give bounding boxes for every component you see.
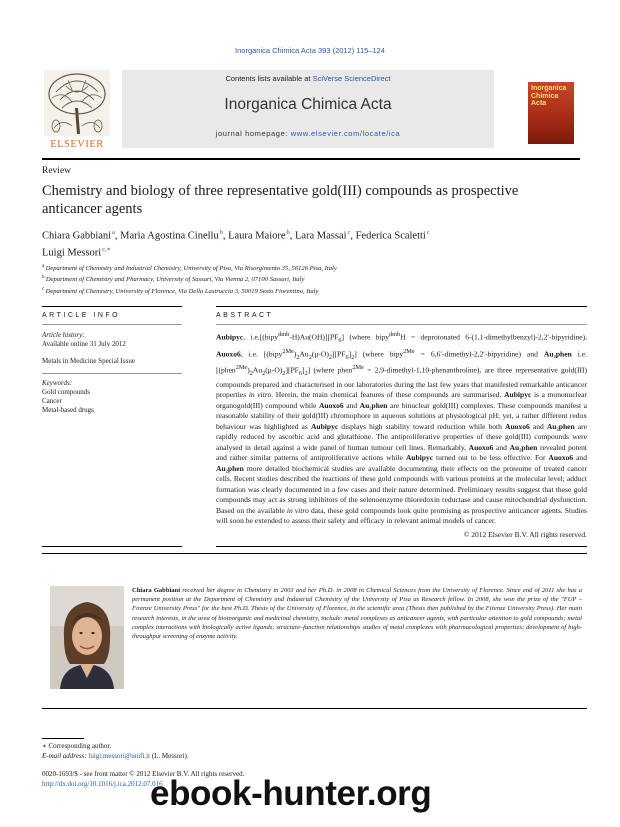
keyword-item: Cancer	[42, 397, 62, 405]
sciencedirect-link[interactable]: SciVerse ScienceDirect	[312, 74, 391, 83]
abstract-segment: ][PF	[332, 349, 346, 359]
author-name[interactable]: Lara Massai	[294, 230, 347, 242]
abstract-segment: more detailed biochemical studies are available documenting their effects on the proteome of treated cancer cells. Recent studies described the reactions of these gold compounds with various proteins at the molecular level; adduct formation was clearly documented in a few cases and their nature determined. Preliminary results suggest that these gold compounds may act as strong inhibitors of the selenoenzyme thioredoxin reductase and cause mitochondrial dysfunction. Based on the available	[216, 463, 587, 515]
compound-name: Au₂phen	[216, 463, 244, 473]
abstract-segment: data, these gold compounds look quite promising as prospective anticancer agents. Studies will soon be extended to assess their safety and efficacy in relevant animal models of cancer.	[216, 505, 587, 526]
abstract-segment: ] (where bipy	[341, 332, 390, 342]
author-name[interactable]: Laura Maiore	[228, 230, 286, 242]
superscript: 2Me	[235, 364, 248, 372]
corresponding-author-note	[42, 742, 189, 761]
latin-term: in vitro	[286, 505, 309, 515]
author-name[interactable]: Federica Scaletti	[355, 230, 426, 242]
cover-title: Inorganica Chimica Acta	[531, 85, 567, 107]
affiliation-item	[42, 262, 582, 273]
subscript: 2	[308, 353, 312, 361]
abstract-segment: displays high stability toward reduction while both	[338, 421, 506, 431]
author-separator: ,	[222, 230, 229, 242]
abstract-segment: ][PF	[285, 365, 299, 375]
author-list	[42, 226, 562, 260]
superscript: 2Me	[282, 347, 294, 355]
author-affiliation-mark[interactable]: c,∗	[102, 246, 112, 253]
abstract-segment: -H)Au(OH)][PF	[289, 332, 339, 342]
abstract-segment: i.e. [(phen	[216, 349, 588, 375]
compound-name: Auoxo6	[318, 400, 344, 410]
abstract-segment: Au	[299, 349, 309, 359]
compound-name: Aubipyc	[216, 332, 244, 342]
compound-name: Auoxo6	[505, 421, 530, 431]
author-photo	[50, 586, 124, 689]
affiliation-item	[42, 285, 582, 296]
journal-masthead	[42, 68, 580, 156]
affiliation-mark: a	[42, 264, 45, 269]
author-separator: ,	[114, 230, 121, 242]
compound-name: Aubipyc	[310, 421, 339, 431]
affiliation-mark: c	[42, 286, 45, 292]
doi-link[interactable]: http://dx.doi.org/10.1016/j.ica.2012.07.016	[42, 779, 163, 788]
keyword-item: Metal-based drugs	[42, 406, 94, 414]
abstract-segment: ] (where phen	[307, 365, 353, 375]
article-info-rule	[42, 324, 182, 325]
abstract-segment: and	[573, 453, 587, 463]
abstract-segment: . Herein, the main chemical features of these compounds are summarised.	[271, 390, 505, 400]
corresponding-label: ∗ Corresponding author.	[42, 742, 112, 750]
issn-line: 0020-1693/$ - see front matter © 2012 Elsevier B.V. All rights reserved.	[42, 770, 245, 778]
superscript: dmb	[389, 331, 401, 338]
affiliation-text: Department of Chemistry and Pharmacy, University of Sassari, Via Vienna 2, 07100 Sassari, Italy	[45, 276, 305, 284]
abstract-segment: i.e.[(bipy	[250, 332, 279, 342]
subscript: 2	[296, 353, 300, 361]
subscript: 6	[338, 337, 342, 345]
journal-reference[interactable]: Inorganica Chimica Acta 393 (2012) 115–124	[235, 46, 385, 55]
subscript: 2	[328, 353, 333, 361]
abstract-segment: Au	[252, 365, 263, 375]
homepage-link[interactable]: www.elsevier.com/locate/ica	[290, 129, 401, 138]
author-affiliation-mark[interactable]: a	[112, 229, 115, 236]
abstract-segment: = 6,6′-dimethyl-2,2′-bipyridine) and	[414, 349, 544, 359]
affiliation-item	[42, 273, 582, 284]
history-label: Article history:	[42, 331, 85, 339]
biography-body: received her degree in Chemistry in 2003 and her Ph.D. in 2008 in Chemical Sciences from the University of Florence. Since end of 2011 she has a permanent position at the Department of Chemistry and Industrial Chemistry of the University of Pisa as Research fellow. In 2008, she won the prize of the "FUP – Firenze University Press" for the best Ph.D. Thesis of the University of Florence, in the scientific area (Thesis then published by the Firenze University Press). Her main research interests, in the area of bioinorganic and medicinal chemistry, include: metal complexes as anticancer agents, with particular attention to gold compounds; metal complex interactions with biologically active ligands; structure–function relationships studies of metal complexes with pharmacological properties; development of high-throughput screening of enzyme activity.	[132, 587, 582, 641]
special-issue: Metals in Medicine Special Issue	[42, 357, 135, 365]
abstract-segment: and	[529, 421, 547, 431]
history-value: Available online 31 July 2012	[42, 340, 126, 348]
keywords-rule	[42, 373, 182, 374]
compound-name: Aubipyc	[504, 390, 532, 400]
abstract-segment: revealed potent and rather similar patterns of antiproliferative actions while	[216, 442, 587, 463]
article-info-bottom-rule	[42, 546, 182, 547]
abstract-segment: turned out to be less effective. For	[433, 453, 549, 463]
abstract-segment: are binuclear gold(III) complexes. These compounds manifest a reasonable stability of their gold(III) chromophore in aqueous solutions at physiological pH; yet, a rather different redox behaviour was highlighted as	[216, 400, 588, 431]
subscript: 6	[345, 353, 349, 361]
subscript: 2	[304, 370, 308, 378]
contents-line	[122, 74, 494, 83]
email-label: E-mail address:	[42, 751, 89, 760]
abstract-segment: = 2,9-dimethyl-1,10-phenanthroline), are three representative gold(III) compounds prepared and characterised in our laboratories during the last few years that manifested remarkable anticancer properties	[216, 365, 587, 400]
subscript: 2	[249, 370, 253, 378]
latin-term: in vitro	[248, 390, 272, 400]
superscript: dmb	[278, 331, 290, 338]
copyright-notice: © 2012 Elsevier B.V. All rights reserved.	[463, 530, 587, 539]
article-title: Chemistry and biology of three representative gold(III) compounds as prospective anticancer agents	[42, 183, 519, 217]
author-affiliation-mark[interactable]: b	[219, 229, 223, 236]
superscript: 2Me	[352, 364, 364, 372]
author-name[interactable]: Maria Agostina Cinellu	[120, 230, 219, 242]
abstract-text: Aubipyc, $i.e.[(bipy^{dmb}-H)Au(OH)][PF_6]$ (where bipy$^{dmb}$H = deprotonated 6-(1,1-dimethylbenzyl)-2,2′-bipyridine), Auoxo6, i.e. $[(bipy^{2Me})_2Au_2(\mu-O)_2][PF_6]_2$] (where bipy$^{2Me}$ = 6,6′-dimethyl-2,2′-bipyridine) and Au₂phen i.e. $[(phen^{2Me})_2Au_2(\mu-O)_2][PF_6]_2$] (where phen$^{2Me}$ = 2,9-dimethyl-1,10-phenanthroline), are three representative gold(III) compounds prepared and characterised in our laboratories during the last few years that manifested remarkable anticancer properties in vitro. Herein, the main chemical features of these compounds are summarised. Aubipyc is a mononuclear organogold(III) compound while Auoxo6 and Au₂phen are binuclear gold(III) complexes. These compounds manifest a reasonable stability of their gold(III) chromophore in aqueous solutions at physiological pH; yet, a rather different redox behaviour was highlighted as Aubipyc displays high stability toward reduction while both Auoxo6 and Au₂phen are rapidly reduced by ascorbic acid and glutathione. The antiproliferative properties of these gold(III) compounds were analysed in detail against a wide panel of human tumour cell lines. Remarkably, Auoxo6 and Au₂phen revealed potent and rather similar patterns of antiproliferative actions while Aubipyc turned out to be less effective. For Auoxo6 and Au₂phen more detailed biochemical studies are available documenting their effects on the proteome of treated cancer cells. Recent studies described the reactions of these gold compounds with various proteins at the molecular level; adduct formation was clearly documented in a few cases and their nature determined. Preliminary results suggest that these gold compounds may act as strong inhibitors of the selenoenzyme thioredoxin reductase and cause mitochondrial dysfunction. Based on the available in vitro data, these gold compounds look quite promising as prospective anticancer agents. Studies will soon be extended to assess their safety and efficacy in relevant animal models of cancer.	[216, 331, 588, 526]
affiliation-list	[42, 262, 582, 296]
compound-name: Auoxo6	[548, 453, 574, 463]
abstract-heading: ABSTRACT	[216, 312, 274, 319]
compound-name: Au₂phen	[543, 349, 572, 359]
journal-cover-thumbnail[interactable]	[528, 82, 574, 144]
author-affiliation-mark[interactable]: c	[347, 229, 351, 236]
abstract-segment: is a mononuclear organogold(III) compound while	[216, 390, 587, 410]
biography-text	[132, 586, 582, 641]
author-affiliation-mark[interactable]: b	[286, 229, 290, 236]
homepage-line	[122, 129, 494, 138]
elsevier-tree-logo	[42, 68, 112, 148]
subscript: 2	[262, 370, 266, 378]
author-separator: ,	[289, 230, 295, 242]
author-name[interactable]: Luigi Messori	[42, 247, 102, 259]
email-link[interactable]: luigi.messori@unifi.it	[88, 751, 151, 760]
article-history	[42, 331, 182, 349]
author-biography	[42, 553, 587, 709]
author-separator: ,	[350, 230, 356, 242]
email-suffix: (L. Messori).	[150, 751, 189, 760]
abstract-segment: and	[493, 442, 510, 452]
keywords-block	[42, 379, 182, 415]
compound-name: Auoxo6	[468, 442, 494, 452]
abstract-segment: ] (where bipy	[354, 349, 404, 359]
abstract-segment: are rapidly reduced by ascorbic acid and glutathione. The antiproliferative properties of these gold(III) compounds were analysed in detail against a wide panel of human tumour cell lines. Remarkably,	[216, 421, 588, 452]
abstract-bottom-rule	[216, 546, 587, 547]
affiliation-mark: b	[42, 275, 45, 281]
journal-banner	[122, 70, 494, 148]
keywords-label: Keywords:	[42, 379, 73, 387]
superscript: 2Me	[403, 347, 415, 355]
abstract-segment: , i.e. [(bipy	[240, 349, 283, 359]
footnote-divider	[42, 738, 84, 739]
homepage-prefix: journal homepage:	[215, 129, 291, 138]
article-type: Review	[42, 166, 72, 176]
contents-prefix: Contents lists available at	[225, 74, 313, 83]
subscript: 2	[351, 353, 355, 361]
article-info-heading: ARTICLE INFO	[42, 312, 121, 319]
journal-title: Inorganica Chimica Acta	[224, 96, 392, 113]
abstract-rule	[216, 324, 587, 325]
compound-name: Auoxo6	[216, 349, 241, 359]
abstract-segment: (μ-O)	[265, 365, 283, 375]
author-name[interactable]: Chiara Gabbiani	[42, 230, 112, 242]
email-line	[42, 752, 189, 762]
author-affiliation-mark[interactable]: c	[426, 229, 430, 236]
keyword-item: Gold compounds	[42, 388, 91, 396]
publisher-wordmark: ELSEVIER	[50, 139, 104, 150]
abstract-segment: H = deprotonated 6-(1,1-dimethylbenzyl)-2,2′-bipyridine),	[400, 332, 587, 342]
site-watermark: ebook-hunter.org	[150, 774, 432, 813]
subscript: 2	[282, 370, 286, 378]
subscript: 6	[298, 370, 302, 378]
compound-name: Aubipyc	[405, 453, 434, 463]
compound-name: Au₂phen	[359, 400, 388, 410]
compound-name: Au₂phen	[509, 442, 538, 452]
abstract-top-rule	[216, 306, 587, 307]
biography-name: Chiara Gabbiani	[132, 587, 181, 594]
affiliation-text: Department of Chemistry, University of Florence, Via Della Lastruccia 3, 50019 Sesto Fiorentino, Italy	[45, 287, 319, 295]
compound-name: Au₂phen	[546, 421, 575, 431]
article-info-top-rule	[42, 306, 182, 307]
affiliation-text: Department of Chemistry and Industrial Chemistry, University of Pisa, Via Risorgimento 35, 56126 Pisa, Italy	[45, 265, 337, 273]
masthead-divider	[42, 158, 580, 160]
abstract-segment: (μ-O)	[311, 349, 329, 359]
abstract-segment: and	[343, 400, 360, 410]
